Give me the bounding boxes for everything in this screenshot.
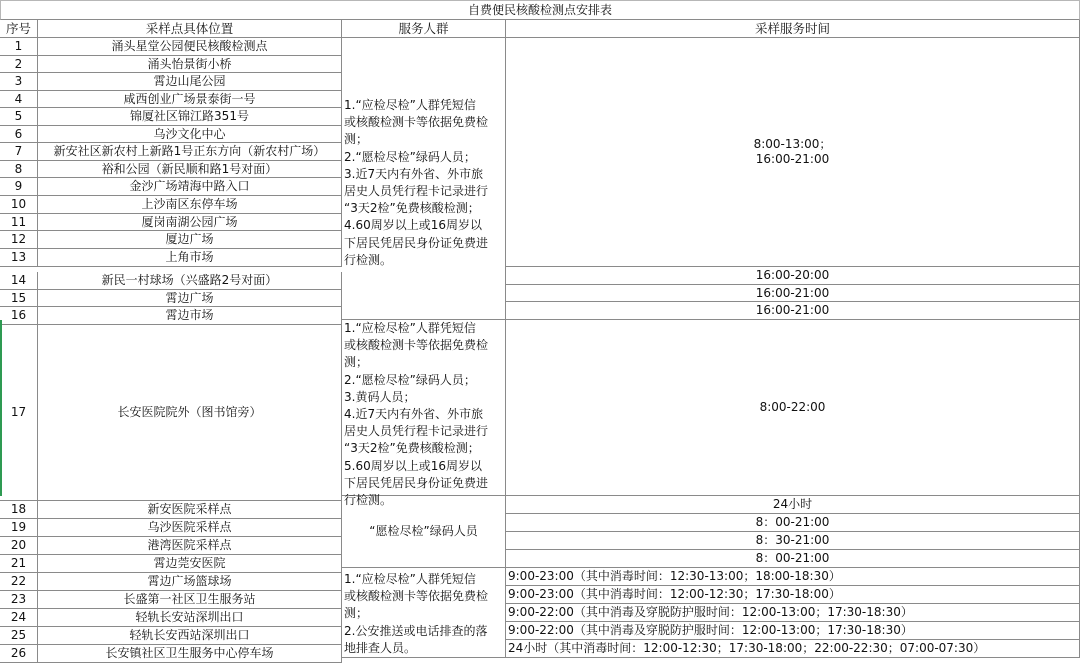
time-cell-23[interactable]: 9:00-23:00（其中消毒时间：12:00-12:30；17:30-18:00） [506, 586, 1080, 604]
row-seq[interactable]: 26 [0, 645, 38, 663]
crowd-cell-22-26[interactable]: 1.“应检尽检”人群凭短信 或核酸检测卡等依据免费检 测； 2.公安推送或电话排查的落 地排查人员。 [342, 568, 506, 658]
row-seq[interactable]: 9 [0, 178, 38, 196]
row-location[interactable]: 上沙南区东停车场 [38, 196, 342, 214]
time-cell-26[interactable]: 24小时（其中消毒时间：12:00-12:30；17:30-18:00；22:00-22:30；07:00-07:30） [506, 640, 1080, 658]
header-crowd[interactable]: 服务人群 [342, 20, 506, 38]
row-seq[interactable]: 21 [0, 555, 38, 573]
row-location[interactable]: 长盛第一社区卫生服务站 [38, 591, 342, 609]
row-location[interactable]: 轻轨长安西站深圳出口 [38, 627, 342, 645]
row-location[interactable]: 新民一村球场（兴盛路2号对面） [38, 272, 342, 290]
row-seq[interactable]: 12 [0, 231, 38, 249]
header-location[interactable]: 采样点具体位置 [38, 20, 342, 38]
row-seq[interactable]: 18 [0, 501, 38, 519]
row-location[interactable]: 港湾医院采样点 [38, 537, 342, 555]
row-seq[interactable]: 14 [0, 272, 38, 290]
row-seq[interactable]: 4 [0, 91, 38, 108]
row-seq[interactable]: 13 [0, 249, 38, 267]
row-seq[interactable]: 10 [0, 196, 38, 214]
row-location[interactable]: 乌沙文化中心 [38, 126, 342, 143]
row-location[interactable]: 锦厦社区锦江路351号 [38, 108, 342, 126]
time-cell-1-13[interactable] [506, 38, 1080, 267]
time-cell-24[interactable]: 9:00-22:00（其中消毒及穿脱防护服时间：12:00-13:00；17:30-18:30） [506, 604, 1080, 622]
row-seq[interactable]: 17 [0, 325, 38, 501]
row-seq[interactable]: 20 [0, 537, 38, 555]
row-location[interactable]: 涌头星堂公园便民核酸检测点 [38, 38, 342, 56]
crowd-cell-18-21[interactable]: “愿检尽检”绿码人员 [342, 496, 506, 568]
time-cell-19[interactable]: 8：00-21:00 [506, 514, 1080, 532]
time-line-2: 16:00-21:00 [755, 152, 830, 166]
row-location[interactable]: 霄边莞安医院 [38, 555, 342, 573]
row-location[interactable]: 霄边广场 [38, 290, 342, 307]
row-location[interactable]: 厦岗南湖公园广场 [38, 214, 342, 231]
row-location[interactable]: 长安镇社区卫生服务中心停车场 [38, 645, 342, 663]
row-location[interactable]: 咸西创业广场景泰街一号 [38, 91, 342, 108]
row-seq[interactable]: 24 [0, 609, 38, 627]
time-cell-15[interactable]: 16:00-21:00 [506, 285, 1080, 302]
crowd-cell-1-16[interactable]: 1.“应检尽检”人群凭短信 或核酸检测卡等依据免费检 测； 2.“愿检尽检”绿码人员； 3.近7天内有外省、外市旅 居史人员凭行程卡记录进行 “3天2检”免费核酸检测； 4.60周岁以上或16周岁以 下居民凭居民身份证免费进 行检测。 [342, 38, 506, 320]
row-seq[interactable]: 23 [0, 591, 38, 609]
table-title: 自费便民核酸检测点安排表 [0, 0, 1080, 20]
row-seq[interactable]: 8 [0, 161, 38, 178]
row-location[interactable]: 上角市场 [38, 249, 342, 267]
time-cell-25[interactable]: 9:00-22:00（其中消毒及穿脱防护服时间：12:00-13:00；17:30-18:30） [506, 622, 1080, 640]
row-seq[interactable]: 6 [0, 126, 38, 143]
row-location[interactable]: 长安医院院外（图书馆旁） [38, 325, 342, 501]
row-seq[interactable]: 22 [0, 573, 38, 591]
time-cell-14[interactable]: 16:00-20:00 [506, 267, 1080, 285]
row-seq[interactable]: 5 [0, 108, 38, 126]
row-location[interactable]: 霄边广场篮球场 [38, 573, 342, 591]
row-location[interactable]: 霄边山尾公园 [38, 73, 342, 91]
time-cell-22[interactable]: 9:00-23:00（其中消毒时间：12:30-13:00；18:00-18:30） [506, 568, 1080, 586]
row-seq[interactable]: 3 [0, 73, 38, 91]
time-cell-20[interactable]: 8：30-21:00 [506, 532, 1080, 550]
row-seq[interactable]: 15 [0, 290, 38, 307]
header-time[interactable]: 采样服务时间 [506, 20, 1080, 38]
row-location[interactable]: 厦边广场 [38, 231, 342, 249]
row-location[interactable]: 乌沙医院采样点 [38, 519, 342, 537]
row-seq[interactable]: 7 [0, 143, 38, 161]
row-location[interactable]: 新安医院采样点 [38, 501, 342, 519]
row-location[interactable]: 轻轨长安站深圳出口 [38, 609, 342, 627]
time-cell-17[interactable]: 8:00-22:00 [506, 320, 1080, 496]
row-location[interactable]: 裕和公园（新民顺和路1号对面） [38, 161, 342, 178]
row-location[interactable]: 金沙广场靖海中路入口 [38, 178, 342, 196]
time-line-1: 8:00-13:00； [753, 137, 832, 151]
row-seq[interactable]: 11 [0, 214, 38, 231]
time-cell-16[interactable]: 16:00-21:00 [506, 302, 1080, 320]
header-seq[interactable]: 序号 [0, 20, 38, 38]
row-location[interactable]: 新安社区新农村上新路1号正东方向（新农村广场） [38, 143, 342, 161]
time-cell-18[interactable]: 24小时 [506, 496, 1080, 514]
time-cell-21[interactable]: 8：00-21:00 [506, 550, 1080, 568]
crowd-cell-17[interactable]: 1.“应检尽检”人群凭短信 或核酸检测卡等依据免费检 测； 2.“愿检尽检”绿码人员； 3.黄码人员； 4.近7天内有外省、外市旅 居史人员凭行程卡记录进行 “3天2检”免费核酸检测； 5.60周岁以上或16周岁以 下居民凭居民身份证免费进 行检测。 [342, 320, 506, 496]
row-seq[interactable]: 19 [0, 519, 38, 537]
row-seq[interactable]: 16 [0, 307, 38, 325]
row-seq[interactable]: 25 [0, 627, 38, 645]
row-seq[interactable]: 1 [0, 38, 38, 56]
row-location[interactable]: 霄边市场 [38, 307, 342, 325]
selection-edge [0, 320, 2, 496]
row-location[interactable]: 涌头怡景街小桥 [38, 56, 342, 73]
row-seq[interactable]: 2 [0, 56, 38, 73]
